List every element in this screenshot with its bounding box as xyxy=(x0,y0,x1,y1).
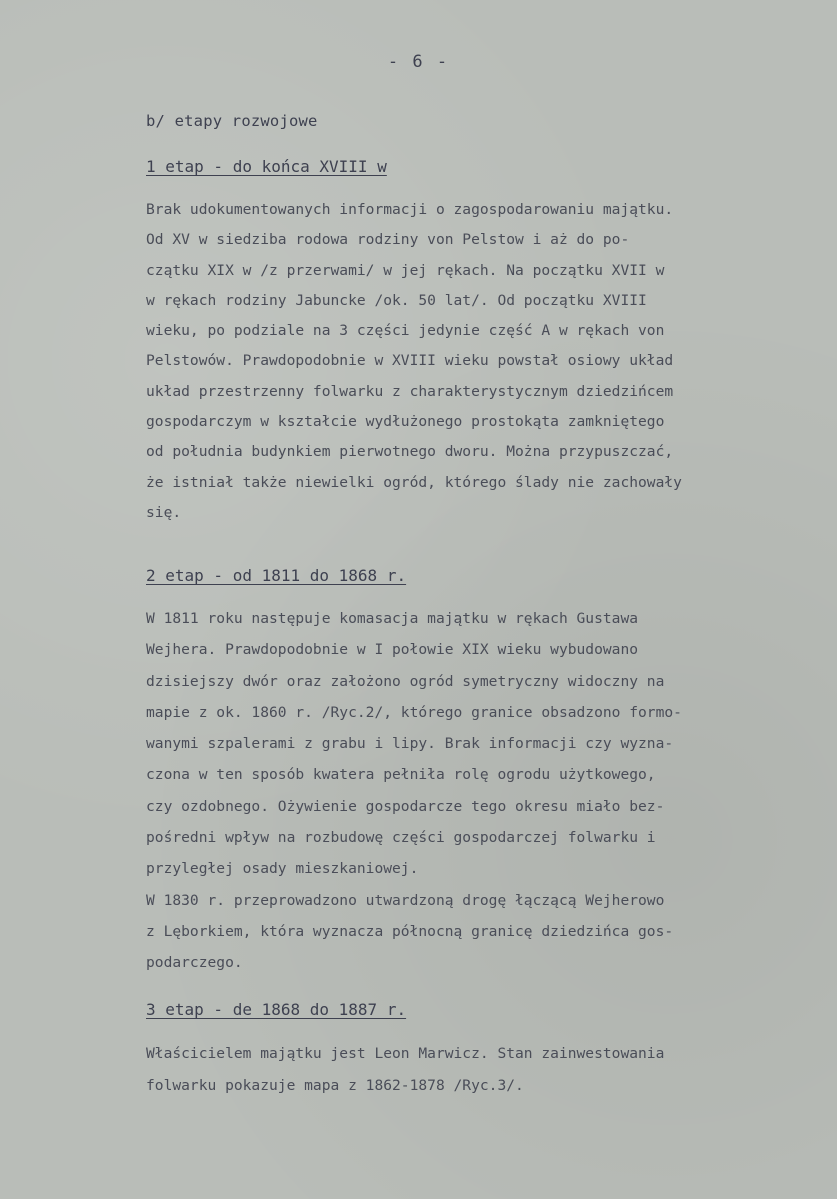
text-line: folwarku pokazuje mapa z 1862-1878 /Ryc.3/. xyxy=(146,1076,524,1094)
text-line: Brak udokumentowanych informacji o zagospodarowaniu majątku. xyxy=(146,201,674,218)
stage-1-heading: 1 etap - do końca XVIII w xyxy=(146,157,387,176)
text-line: czona w ten sposób kwatera pełniła rolę ogrodu użytkowego, xyxy=(146,766,656,784)
stage-2-heading: 2 etap - od 1811 do 1868 r. xyxy=(146,566,407,585)
text-line: Od XV w siedziba rodowa rodziny von Pelstow i aż do po- xyxy=(146,231,630,249)
text-line: przyległej osady mieszkaniowej. xyxy=(146,860,419,878)
text-line: w rękach rodziny Jabuncke /ok. 50 lat/. Od początku XVIII xyxy=(146,291,647,309)
section-title: b/ etapy rozwojowe xyxy=(146,112,318,130)
text-line: dzisiejszy dwór oraz założono ogród symetryczny widoczny na xyxy=(146,672,665,690)
text-line: czątku XIX w /z przerwami/ w jej rękach. Na początku XVII w xyxy=(146,261,665,279)
stage-3-heading: 3 etap - de 1868 do 1887 r. xyxy=(146,1000,407,1019)
stage-3-text xyxy=(146,1038,806,1101)
text-line: mapie z ok. 1860 r. /Ryc.2/, którego granice obsadzono formo- xyxy=(146,703,682,721)
text-line: Pelstowów. Prawdopodobnie w XVIII wieku powstał osiowy układ xyxy=(146,352,674,370)
page-number: - 6 - xyxy=(387,52,450,72)
text-line: gospodarczym w kształcie wydłużonego prostokąta zamkniętego xyxy=(146,413,665,431)
text-line: że istniał także niewielki ogród, którego ślady nie zachowały xyxy=(146,473,682,491)
text-line: pośredni wpływ na rozbudowę części gospodarczej folwarku i xyxy=(146,829,656,847)
text-line: z Lęborkiem, która wyznacza północną granicę dziedzińca gos- xyxy=(146,922,674,940)
text-line: Właścicielem majątku jest Leon Marwicz. Stan zainwestowania xyxy=(146,1045,665,1062)
text-line: podarczego. xyxy=(146,954,243,972)
text-line: układ przestrzenny folwarku z charakterystycznym dziedzińcem xyxy=(146,382,674,400)
stage-1-text xyxy=(146,195,806,528)
text-line: się. xyxy=(146,503,182,521)
text-line: Wejhera. Prawdopodobnie w I połowie XIX wieku wybudowano xyxy=(146,641,639,659)
text-line: W 1830 r. przeprowadzono utwardzoną drogę łączącą Wejherowo xyxy=(146,891,665,909)
stage-2-text xyxy=(146,603,806,979)
text-line: wanymi szpalerami z grabu i lipy. Brak informacji czy wyzna- xyxy=(146,735,674,753)
text-line: wieku, po podziale na 3 części jedynie część A w rękach von xyxy=(146,322,665,340)
text-line: W 1811 roku następuje komasacja majątku w rękach Gustawa xyxy=(146,610,639,627)
text-line: czy ozdobnego. Ożywienie gospodarcze tego okresu miało bez- xyxy=(146,797,665,815)
text-line: od południa budynkiem pierwotnego dworu. Można przypuszczać, xyxy=(146,443,674,461)
